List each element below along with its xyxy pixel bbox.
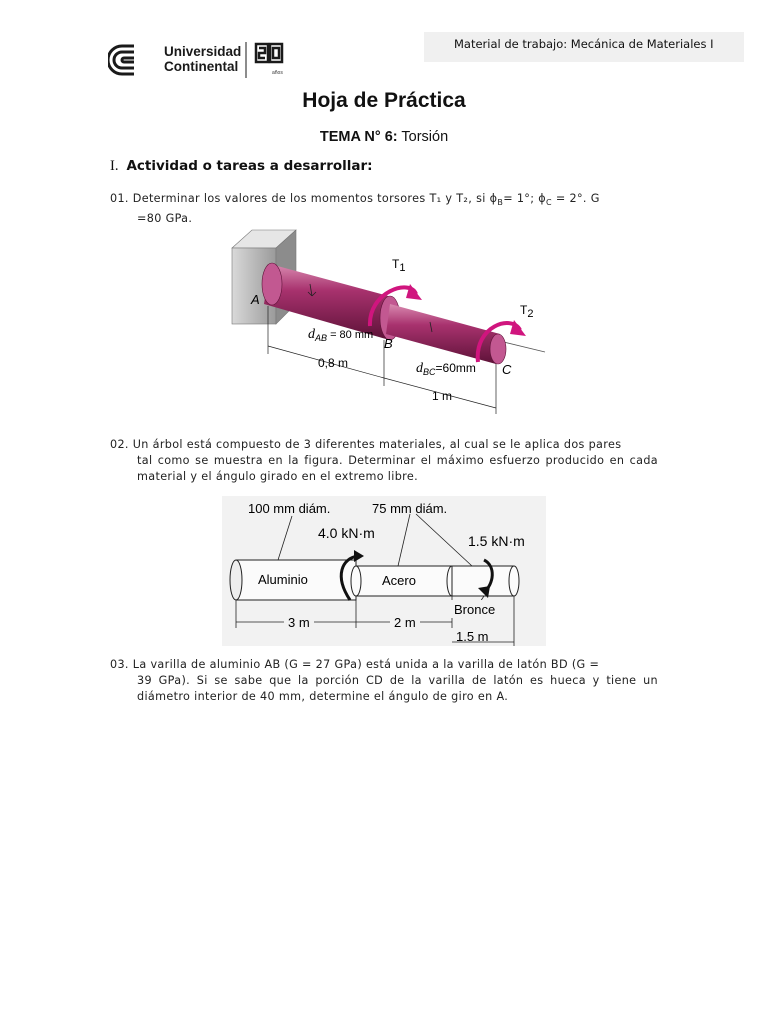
problem-03-line1: 03. La varilla de aluminio AB (G = 27 GPa) está unida a la varilla de latón BD (G = <box>110 658 600 671</box>
label-3m: 3 m <box>288 615 310 630</box>
label-bronce: Bronce <box>454 602 496 617</box>
problem-01-mid: = 1°; ϕ <box>503 192 547 205</box>
course-header: Material de trabajo: Mecánica de Materiales I <box>454 37 714 51</box>
shaft-segment-ab <box>264 264 392 339</box>
problem-02-line1: 02. Un árbol está compuesto de 3 diferentes materiales, al cual se le aplica dos pares <box>110 438 622 451</box>
label-acero: Acero <box>382 573 416 588</box>
problem-02 <box>110 437 658 486</box>
label-2m: 2 m <box>394 615 416 630</box>
topic-line <box>0 129 768 145</box>
logo-anniversary-sub: años <box>272 70 283 76</box>
label-len-ab: 0,8 m <box>318 356 349 370</box>
label-4kn: 4.0 kN·m <box>318 525 375 541</box>
label-t2: T2 <box>520 303 534 320</box>
section-number: I. <box>110 158 119 174</box>
university-name <box>164 44 241 74</box>
shaft-end-a <box>262 263 282 305</box>
shaft-end-c <box>490 334 506 364</box>
topic-label: TEMA N° 6 <box>319 129 393 145</box>
figure-2-composite-shaft <box>222 496 546 646</box>
label-aluminio: Aluminio <box>258 572 308 587</box>
label-t1: T1 <box>392 257 406 274</box>
bronze-end <box>509 566 519 596</box>
label-100mm: 100 mm diám. <box>248 501 331 516</box>
section-heading <box>110 158 373 175</box>
label-1-5m: 1.5 m <box>456 629 489 644</box>
problem-03 <box>110 657 658 706</box>
label-b: B <box>384 336 393 351</box>
problem-01-cont: =80 GPa. <box>137 212 193 226</box>
phi-b-subscript: B <box>497 198 504 208</box>
problem-03-cont: 39 GPa). Si se sabe que la porción CD de la varilla de latón es hueca y tiene un diámetro interior de 40 mm, determine el ángulo de giro en A. <box>137 674 658 704</box>
aluminum-end <box>230 560 242 600</box>
phi-c-subscript: C <box>546 198 552 208</box>
label-a: A <box>251 292 260 307</box>
logo-line2: Continental <box>164 59 239 74</box>
topic-name: Torsión <box>397 129 449 145</box>
label-dbc: $d_{BC}=60mm$ <box>416 361 476 377</box>
topic-sep: : <box>392 129 398 145</box>
steel-start <box>351 566 361 596</box>
figure-1-shaft <box>220 222 550 418</box>
section-title: Actividad o tareas a desarrollar: <box>126 158 373 174</box>
label-dab: $d_{AB} = 80$ mm <box>308 327 374 343</box>
logo-line1: Universidad <box>164 44 242 59</box>
problem-02-cont: tal como se muestra en la figura. Determinar el máximo esfuerzo producido en cada material y el ángulo girado en el extremo libre. <box>137 454 658 484</box>
page-title: Hoja de Práctica <box>302 89 466 112</box>
problem-01-end: = 2°. G <box>551 192 600 205</box>
label-c: C <box>502 362 512 377</box>
label-len-bc: 1 m <box>432 389 453 403</box>
label-75mm: 75 mm diám. <box>372 501 448 516</box>
label-1-5kn: 1.5 kN·m <box>468 533 525 549</box>
problem-01-line1: 01. Determinar los valores de los momentos torsores T₁ y T₂, si ϕ <box>110 192 498 205</box>
